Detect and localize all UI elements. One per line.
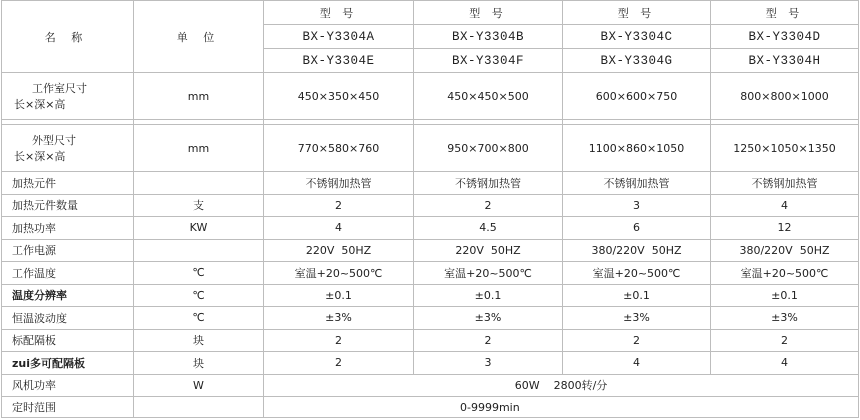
spec-value: 室温+20~500℃ <box>711 262 859 285</box>
spec-value: ±0.1 <box>414 284 563 307</box>
spec-value: 2 <box>414 194 563 217</box>
outer-size-label-line2: 长×深×高 <box>14 150 66 163</box>
spec-value: ±3% <box>563 307 711 330</box>
spec-value: 4 <box>711 352 859 375</box>
type-header-2: 型 号 <box>414 1 563 25</box>
spec-value: 6 <box>563 217 711 240</box>
spec-table <box>1 0 859 418</box>
outer-size-label <box>2 125 134 172</box>
spec-unit: KW <box>134 217 264 240</box>
spec-value: 室温+20~500℃ <box>264 262 414 285</box>
spec-value: 380/220V 50HZ <box>711 239 859 262</box>
unit-header: 单 位 <box>134 1 264 73</box>
spec-value: 室温+20~500℃ <box>563 262 711 285</box>
model-f: BX-Y3304F <box>414 49 563 73</box>
timer-label: 定时范围 <box>2 397 134 418</box>
spec-value: 3 <box>414 352 563 375</box>
fan-speed: 2800转/分 <box>553 379 608 393</box>
spec-value: 4 <box>711 194 859 217</box>
chamber-size-a: 450×350×450 <box>264 73 414 120</box>
timer-value: 0-9999min <box>264 397 859 418</box>
spec-row <box>2 284 859 307</box>
spec-value: 2 <box>563 329 711 352</box>
spec-value: 2 <box>414 329 563 352</box>
model-g: BX-Y3304G <box>563 49 711 73</box>
spec-label: 工作电源 <box>2 239 134 262</box>
spec-row <box>2 194 859 217</box>
spec-value: ±3% <box>711 307 859 330</box>
spec-value: 380/220V 50HZ <box>563 239 711 262</box>
chamber-size-b: 450×450×500 <box>414 73 563 120</box>
spec-row <box>2 217 859 240</box>
spec-label: 工作温度 <box>2 262 134 285</box>
spec-value: ±0.1 <box>563 284 711 307</box>
spec-label: 恒温波动度 <box>2 307 134 330</box>
spec-label: 温度分辨率 <box>2 284 134 307</box>
spec-unit: 支 <box>134 194 264 217</box>
spec-label: 加热功率 <box>2 217 134 240</box>
spec-value: 2 <box>711 329 859 352</box>
fan-power-watts: 60W <box>514 379 540 393</box>
spec-row <box>2 172 859 195</box>
model-h: BX-Y3304H <box>711 49 859 73</box>
spec-value: 不锈钢加热管 <box>264 172 414 195</box>
chamber-size-c: 600×600×750 <box>563 73 711 120</box>
chamber-size-unit: mm <box>134 73 264 120</box>
model-a: BX-Y3304A <box>264 25 414 49</box>
outer-size-unit: mm <box>134 125 264 172</box>
outer-size-d: 1250×1050×1350 <box>711 125 859 172</box>
type-header-4: 型 号 <box>711 1 859 25</box>
spec-row <box>2 262 859 285</box>
spec-value: 不锈钢加热管 <box>563 172 711 195</box>
fan-power-label: 风机功率 <box>2 374 134 397</box>
model-d: BX-Y3304D <box>711 25 859 49</box>
outer-size-row <box>2 125 859 172</box>
spec-unit: 块 <box>134 329 264 352</box>
spec-value: 2 <box>264 352 414 375</box>
spec-value: 2 <box>264 194 414 217</box>
model-e: BX-Y3304E <box>264 49 414 73</box>
spec-value: ±3% <box>264 307 414 330</box>
spec-value: 2 <box>264 329 414 352</box>
spec-label: 加热元件 <box>2 172 134 195</box>
spec-row <box>2 329 859 352</box>
chamber-size-label <box>2 73 134 120</box>
chamber-size-label-line2: 长×深×高 <box>14 98 66 111</box>
spec-label: zui多可配隔板 <box>2 352 134 375</box>
spec-value: 4.5 <box>414 217 563 240</box>
spec-value: ±3% <box>414 307 563 330</box>
spec-unit: ℃ <box>134 262 264 285</box>
model-b: BX-Y3304B <box>414 25 563 49</box>
header-type-row <box>2 1 859 25</box>
spec-row <box>2 239 859 262</box>
chamber-size-d: 800×800×1000 <box>711 73 859 120</box>
spec-value: 220V 50HZ <box>414 239 563 262</box>
outer-size-c: 1100×860×1050 <box>563 125 711 172</box>
timer-unit <box>134 397 264 418</box>
spec-unit: ℃ <box>134 307 264 330</box>
spec-value: 室温+20~500℃ <box>414 262 563 285</box>
fan-power-value <box>264 374 859 397</box>
spec-unit <box>134 172 264 195</box>
type-header-3: 型 号 <box>563 1 711 25</box>
spec-row <box>2 307 859 330</box>
spec-value: 不锈钢加热管 <box>711 172 859 195</box>
spec-value: ±0.1 <box>711 284 859 307</box>
spec-label: 加热元件数量 <box>2 194 134 217</box>
chamber-size-row <box>2 73 859 120</box>
spec-value: 4 <box>264 217 414 240</box>
outer-size-a: 770×580×760 <box>264 125 414 172</box>
spec-row <box>2 352 859 375</box>
spec-unit <box>134 239 264 262</box>
spec-label: 标配隔板 <box>2 329 134 352</box>
spec-value: 4 <box>563 352 711 375</box>
timer-row <box>2 397 859 418</box>
spec-value: 3 <box>563 194 711 217</box>
spec-value: 不锈钢加热管 <box>414 172 563 195</box>
outer-size-label-line1: 外型尺寸 <box>32 134 76 147</box>
fan-power-row <box>2 374 859 397</box>
spec-value: 12 <box>711 217 859 240</box>
chamber-size-label-line1: 工作室尺寸 <box>32 82 87 95</box>
type-header-1: 型 号 <box>264 1 414 25</box>
spec-unit: 块 <box>134 352 264 375</box>
model-c: BX-Y3304C <box>563 25 711 49</box>
fan-power-unit: W <box>134 374 264 397</box>
name-header: 名 称 <box>2 1 134 73</box>
spec-value: 220V 50HZ <box>264 239 414 262</box>
outer-size-b: 950×700×800 <box>414 125 563 172</box>
spec-unit: ℃ <box>134 284 264 307</box>
spec-value: ±0.1 <box>264 284 414 307</box>
